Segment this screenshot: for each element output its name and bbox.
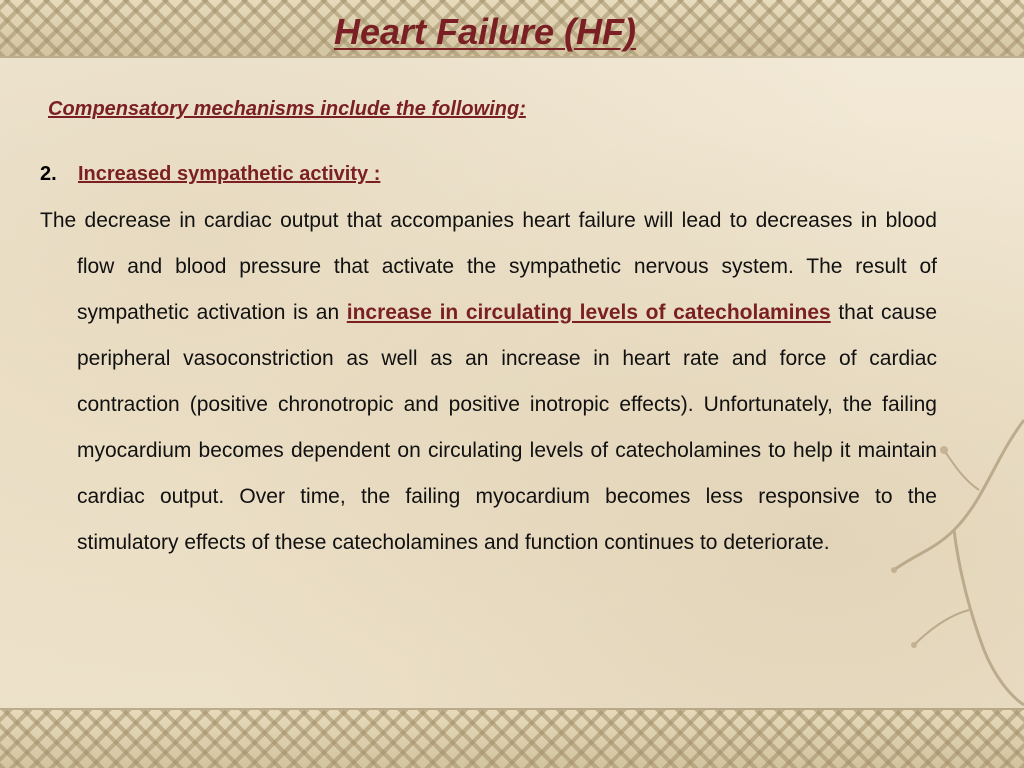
slide-title: Heart Failure (HF) — [333, 11, 637, 52]
point-heading — [40, 160, 380, 188]
body-text-part1: The decrease in cardiac output that accompanies heart failure will lead to decreases in blood flow and blood pressure that activate the sympathetic nervous system. The result of sympathetic activation is an — [40, 209, 937, 324]
body-paragraph — [40, 198, 937, 566]
top-border-line — [0, 56, 1024, 58]
bottom-border-line — [0, 708, 1024, 710]
point-number: 2. — [40, 163, 57, 185]
body-emphasis: increase in circulating levels of catecholamines — [346, 301, 831, 324]
body-text-part2: that cause peripheral vasoconstriction as well as an increase in heart rate and force of cardiac contraction (positive chronotropic and positive inotropic effects). Unfortunately, the failing myocardium becomes dependent on circulating levels of catecholamines to help it maintain cardiac output. Over time, the failing myocardium becomes less responsive to the stimulatory effects of these catecholamines and function continues to deteriorate. — [77, 301, 937, 554]
decorative-bottom-border — [0, 710, 1024, 768]
point-label: Increased sympathetic activity : — [78, 163, 381, 185]
slide-subtitle: Compensatory mechanisms include the following: — [48, 98, 526, 120]
